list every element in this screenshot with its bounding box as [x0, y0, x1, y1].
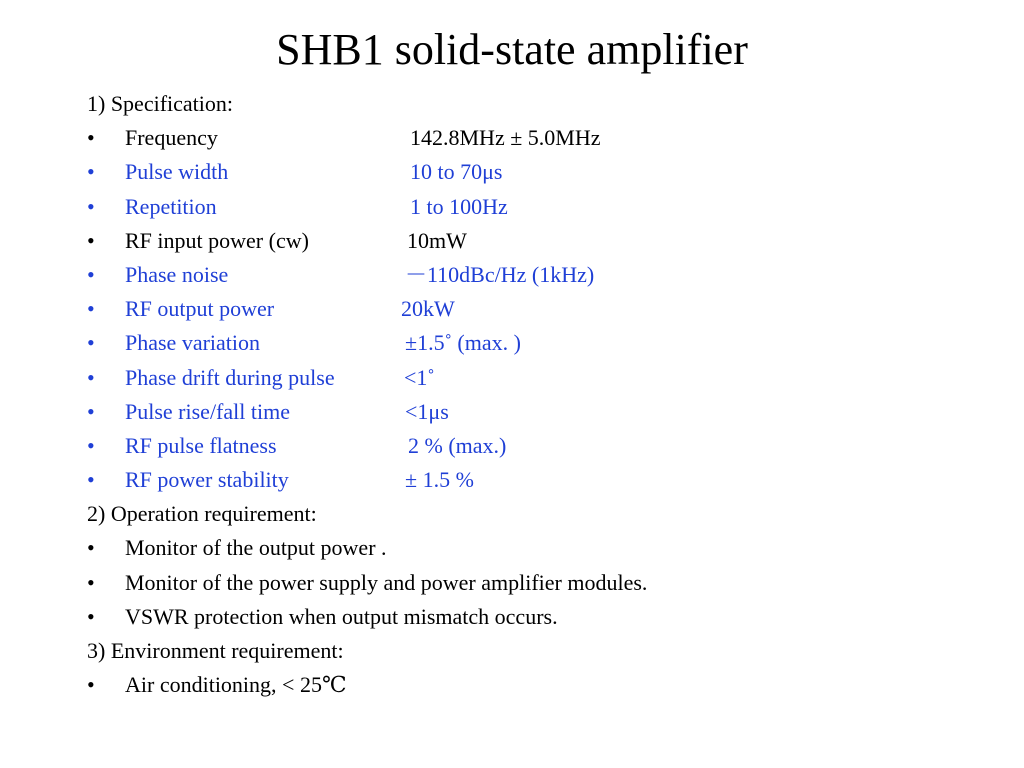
bullet: •: [87, 193, 95, 219]
spec-value: ± 1.5 %: [405, 467, 474, 493]
spec-label: RF input power (cw): [125, 227, 309, 253]
bullet: •: [87, 125, 95, 151]
spec-item-phase-variation: [87, 326, 1007, 360]
spec-value: 1 to 100Hz: [410, 193, 508, 219]
bullet: •: [87, 330, 95, 356]
spec-value: －110dBc/Hz (1kHz): [405, 261, 595, 287]
bullet: •: [87, 672, 95, 698]
spec-value: <1μs: [405, 398, 449, 424]
operation-item-vswr: [87, 600, 1007, 634]
spec-value: ±1.5˚ (max. ): [405, 330, 521, 356]
operation-label: VSWR protection when output mismatch occurs.: [125, 603, 558, 629]
spec-value: 142.8MHz ± 5.0MHz: [410, 125, 601, 151]
spec-item-phase-noise: [87, 258, 1007, 292]
section-heading-operation: 2) Operation requirement:: [87, 501, 317, 527]
environment-item-air-conditioning: [87, 668, 1007, 702]
spec-label: Phase variation: [125, 330, 261, 356]
bullet: •: [87, 535, 95, 561]
spec-item-frequency: [87, 121, 1007, 155]
bullet: •: [87, 467, 95, 493]
spec-label: Pulse rise/fall time: [125, 398, 290, 424]
spec-label: RF output power: [125, 296, 275, 322]
bullet: •: [87, 261, 95, 287]
slide-body: [87, 87, 1007, 702]
spec-value: 10 to 70μs: [410, 159, 503, 185]
operation-label: Monitor of the power supply and power amplifier modules.: [125, 569, 648, 595]
slide-title: SHB1 solid-state amplifier: [276, 25, 748, 74]
operation-item-monitor-supply: [87, 566, 1007, 600]
spec-value: 10mW: [407, 227, 467, 253]
environment-label: Air conditioning, < 25℃: [125, 672, 347, 698]
spec-item-phase-drift: [87, 361, 1007, 395]
spec-label: Phase drift during pulse: [125, 364, 335, 390]
section-heading-environment: 3) Environment requirement:: [87, 638, 344, 663]
spec-item-rf-power-stability: [87, 463, 1007, 497]
operation-label: Monitor of the output power .: [125, 535, 387, 561]
spec-value: 20kW: [401, 296, 455, 322]
bullet: •: [87, 296, 95, 322]
spec-label: Pulse width: [125, 159, 229, 185]
spec-label: Frequency: [125, 125, 218, 151]
spec-item-rf-pulse-flatness: [87, 429, 1007, 463]
spec-label: RF power stability: [125, 467, 289, 493]
bullet: •: [87, 603, 95, 629]
spec-label: Phase noise: [125, 261, 229, 287]
spec-label: Repetition: [125, 193, 217, 219]
bullet: •: [87, 569, 95, 595]
section-heading-specification: 1) Specification:: [87, 91, 234, 116]
operation-item-monitor-output: [87, 531, 1007, 565]
spec-item-rf-output-power: [87, 292, 1007, 326]
bullet: •: [87, 227, 95, 253]
spec-value: <1˚: [404, 364, 435, 390]
spec-item-rf-input-power: [87, 224, 1007, 258]
bullet: •: [87, 364, 95, 390]
spec-label: RF pulse flatness: [125, 432, 277, 458]
bullet: •: [87, 398, 95, 424]
bullet: •: [87, 432, 95, 458]
spec-item-pulse-width: [87, 155, 1007, 189]
bullet: •: [87, 159, 95, 185]
spec-value: 2 % (max.): [408, 432, 507, 458]
spec-item-repetition: [87, 190, 1007, 224]
spec-item-pulse-rise-fall: [87, 395, 1007, 429]
